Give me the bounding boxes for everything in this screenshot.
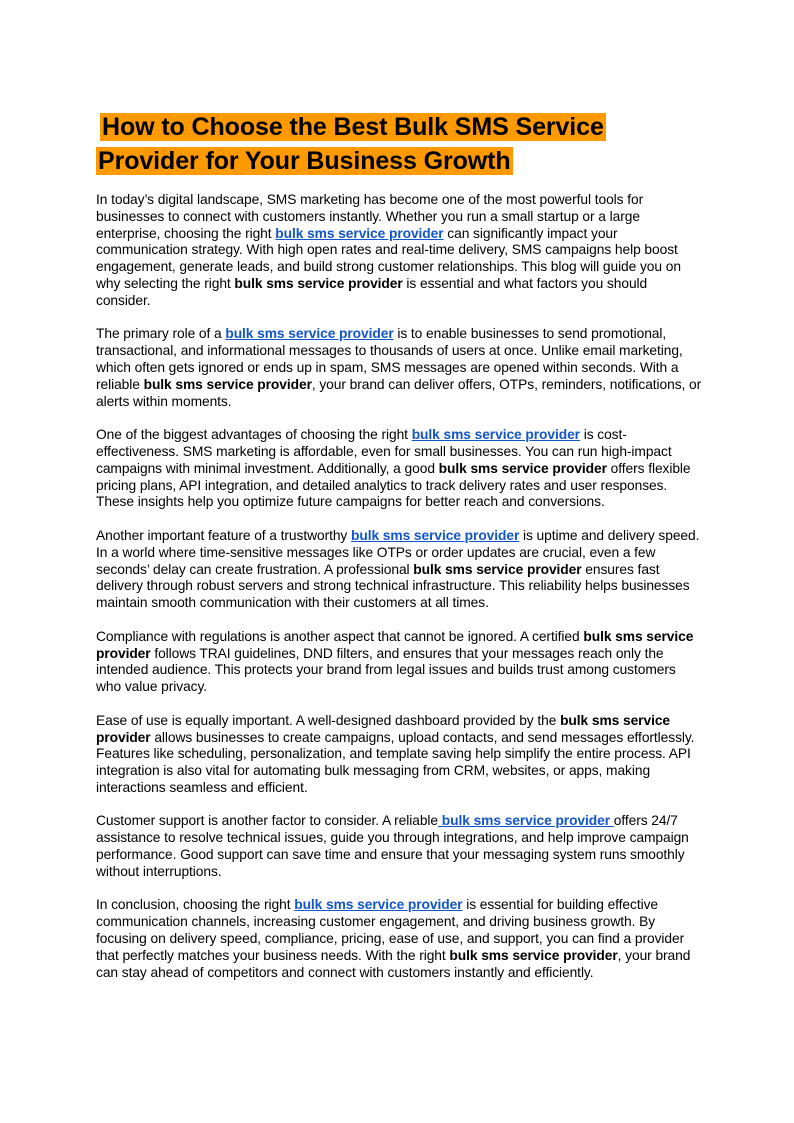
keyword-link[interactable]: bulk sms service provider bbox=[225, 326, 394, 342]
title-highlight: How to Choose the Best Bulk SMS Service Provider for Your Business Growth bbox=[98, 113, 604, 175]
text-run: Another important feature of a trustworthy bbox=[96, 527, 351, 543]
keyword-link[interactable]: bulk sms service provider bbox=[438, 813, 614, 829]
keyword-link[interactable]: bulk sms service provider bbox=[351, 527, 520, 543]
text-run: offers 24/7 assistance to resolve technical issues, guide you through integrations, and help improve campaign performance. Good support can save time and ensure that your messaging system runs smoothly without interruptions. bbox=[96, 813, 689, 879]
text-run: is cost-effectiveness. SMS marketing is affordable, even for small businesses. You can run high-impact campaigns with minimal investment. Additionally, a good bbox=[96, 427, 672, 476]
text-run: offers flexible pricing plans, API integration, and detailed analytics to track delivery rates and user responses. These insights help you optimize future campaigns for better reach and conversions. bbox=[96, 460, 691, 510]
text-run: , your brand can stay ahead of competitors and connect with customers instantly and efficiently. bbox=[96, 947, 691, 980]
paragraph-conclusion bbox=[96, 897, 702, 981]
page-title bbox=[96, 110, 702, 178]
keyword-bold: bulk sms service provider bbox=[438, 460, 607, 476]
paragraph-ease-of-use bbox=[96, 713, 702, 797]
keyword-bold: bulk sms service provider bbox=[234, 275, 403, 291]
keyword-bold: bulk sms service provider bbox=[96, 628, 694, 661]
paragraph-cost bbox=[96, 427, 702, 511]
text-run: The primary role of a bbox=[96, 326, 226, 342]
keyword-link[interactable]: bulk sms service provider bbox=[275, 225, 444, 241]
keyword-bold: bulk sms service provider bbox=[96, 712, 671, 745]
text-run: Compliance with regulations is another aspect that cannot be ignored. A certified bbox=[96, 628, 584, 644]
text-run: Ease of use is equally important. A well-designed dashboard provided by the bbox=[96, 712, 561, 728]
text-run: allows businesses to create campaigns, upload contacts, and send messages effortlessly. Features like scheduling, personalization, and template saving help simplify the entire process. API integration is also vital for automating bulk messaging from CRM, websites, or apps, making interactions seamless and efficient. bbox=[96, 729, 695, 795]
document-page bbox=[96, 110, 702, 998]
paragraph-primary-role bbox=[96, 326, 702, 410]
text-run: Customer support is another factor to consider. A reliable bbox=[96, 813, 439, 829]
text-run: ensures fast delivery through robust servers and strong technical infrastructure. This reliability helps businesses maintain smooth communication with their customers at all times. bbox=[96, 561, 690, 611]
paragraph-compliance bbox=[96, 629, 702, 696]
paragraph-intro bbox=[96, 192, 702, 310]
keyword-link[interactable]: bulk sms service provider bbox=[411, 427, 580, 443]
text-run: , your brand can deliver offers, OTPs, reminders, notifications, or alerts within moments. bbox=[96, 376, 702, 409]
keyword-bold: bulk sms service provider bbox=[143, 376, 312, 392]
text-run: follows TRAI guidelines, DND filters, and ensures that your messages reach only the intended audience. This protects your brand from legal issues and builds trust among customers who value privacy. bbox=[96, 645, 676, 695]
keyword-bold: bulk sms service provider bbox=[449, 947, 618, 963]
keyword-bold: bulk sms service provider bbox=[413, 561, 582, 577]
text-run: In conclusion, choosing the right bbox=[96, 897, 295, 913]
text-run: can significantly impact your communication strategy. With high open rates and real-time delivery, SMS campaigns help boost engagement, generate leads, and build strong customer relationships. This blog will guide you on why selecting the right bbox=[96, 225, 681, 291]
text-run: One of the biggest advantages of choosing the right bbox=[96, 427, 412, 443]
text-run: is essential for building effective communication channels, increasing customer engagement, and driving business growth. By focusing on delivery speed, compliance, pricing, ease of use, and support, you can find a provider that perfectly matches your business needs. With the right bbox=[96, 897, 685, 963]
paragraph-support bbox=[96, 813, 702, 880]
text-run: is to enable businesses to send promotional, transactional, and informational messages to thousands of users at once. Unlike email marketing, which often gets ignored or ends up in spam, SMS messages are opened within seconds. With a reliable bbox=[96, 326, 683, 392]
paragraph-uptime bbox=[96, 528, 702, 612]
text-run: is uptime and delivery speed. In a world where time-sensitive messages like OTPs or order updates are crucial, even a few seconds’ delay can create frustration. A professional bbox=[96, 527, 700, 577]
text-run: is essential and what factors you should consider. bbox=[96, 275, 648, 308]
text-run: In today’s digital landscape, SMS marketing has become one of the most powerful tools for businesses to connect with customers instantly. Whether you run a small startup or a large enterprise, choosing the right bbox=[96, 192, 644, 241]
keyword-link[interactable]: bulk sms service provider bbox=[294, 897, 463, 913]
